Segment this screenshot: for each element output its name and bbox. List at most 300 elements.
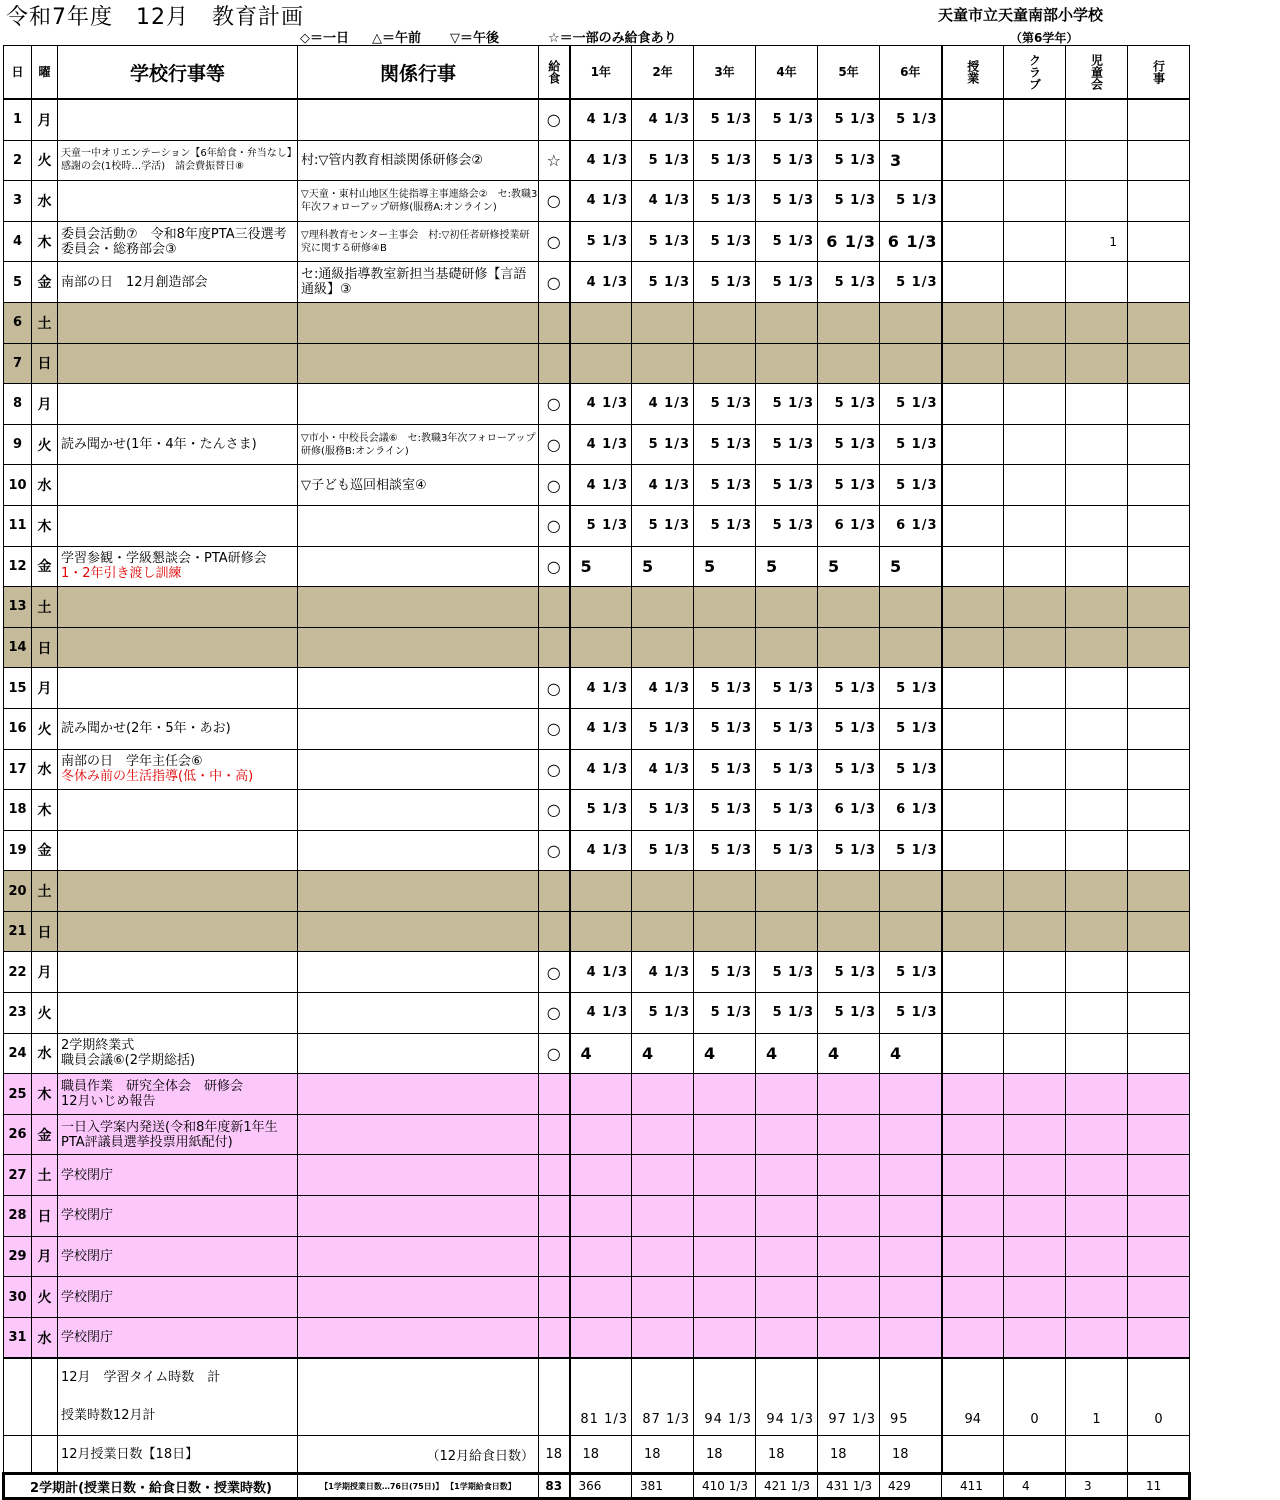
lunch-cell: ○ <box>539 221 570 262</box>
school-event-cell <box>58 668 298 709</box>
table-row <box>4 343 1190 384</box>
school-event-cell <box>58 384 298 425</box>
day-cell: 12 <box>4 546 32 587</box>
extra-cell <box>1004 627 1066 668</box>
grade-4-hours <box>756 302 818 343</box>
related-event-cell <box>298 343 539 384</box>
grade-6-hours: 5 1/3 <box>880 749 942 790</box>
school-event-cell <box>58 262 298 303</box>
extra-cell <box>942 99 1004 140</box>
extra-cell <box>1004 790 1066 831</box>
extra-cell <box>1004 343 1066 384</box>
related-event-cell <box>298 505 539 546</box>
col-grade-2: 2年 <box>632 46 694 100</box>
col-related-events: 関係行事 <box>298 46 539 100</box>
grade-2-hours: 4 1/3 <box>632 465 694 506</box>
lunch-cell <box>539 1196 570 1237</box>
grade-2-hours: 5 1/3 <box>632 830 694 871</box>
grade-3-hours: 5 1/3 <box>694 140 756 181</box>
grade-4-hours <box>756 1114 818 1155</box>
extra-cell <box>1128 140 1190 181</box>
grade-2-hours: 5 1/3 <box>632 708 694 749</box>
day-cell: 17 <box>4 749 32 790</box>
grade-5-hours <box>818 302 880 343</box>
grade-5-hours <box>818 1155 880 1196</box>
extra-cell <box>1066 99 1128 140</box>
grade-2-hours: 5 <box>632 546 694 587</box>
days-grade-3: 18 <box>694 1436 756 1474</box>
extra-cell <box>1128 1236 1190 1277</box>
grade-5-hours: 5 1/3 <box>818 668 880 709</box>
related-event-cell <box>298 302 539 343</box>
grade-3-hours <box>694 302 756 343</box>
extra-cell <box>942 546 1004 587</box>
table-row <box>4 546 1190 587</box>
extra-cell <box>1004 424 1066 465</box>
extra-cell <box>1004 221 1066 262</box>
grade-6-hours <box>880 343 942 384</box>
term-lunch-days: 83 <box>539 1474 570 1499</box>
school-event-text: 学校閉庁 <box>61 1330 114 1346</box>
legend-morning: △＝午前 <box>372 31 421 46</box>
related-event-cell <box>298 1277 539 1318</box>
grade-3-hours <box>694 871 756 912</box>
school-event-text: 南部の日 12月創造部会 <box>61 274 208 290</box>
grade-2-hours: 4 <box>632 1033 694 1074</box>
term-hours-grade-3: 410 1/3 <box>694 1474 756 1499</box>
grade-4-hours: 5 1/3 <box>756 262 818 303</box>
grade-3-hours <box>694 1074 756 1115</box>
day-cell: 21 <box>4 911 32 952</box>
extra-cell <box>1066 790 1128 831</box>
weekday-cell: 月 <box>32 668 58 709</box>
extra-cell <box>1004 302 1066 343</box>
table-row <box>4 181 1190 222</box>
related-event-cell <box>298 627 539 668</box>
weekday-cell: 日 <box>32 627 58 668</box>
school-event-cell <box>58 993 298 1034</box>
table-row <box>4 1277 1190 1318</box>
extra-cell <box>1066 181 1128 222</box>
related-event-cell <box>298 587 539 628</box>
grade-6-hours: 5 1/3 <box>880 993 942 1034</box>
grade-3-hours <box>694 1236 756 1277</box>
extra-cell <box>1066 302 1128 343</box>
grade-4-hours: 5 1/3 <box>756 465 818 506</box>
day-cell: 9 <box>4 424 32 465</box>
grade-2-hours <box>632 343 694 384</box>
grade-3-hours <box>694 911 756 952</box>
grade-6-hours: 5 1/3 <box>880 465 942 506</box>
grade-2-hours: 4 1/3 <box>632 668 694 709</box>
school-event-cell <box>58 1155 298 1196</box>
lunch-cell: ○ <box>539 546 570 587</box>
extra-cell <box>1128 1155 1190 1196</box>
grade-1-hours <box>570 1317 632 1358</box>
grade-6-hours <box>880 1196 942 1237</box>
grade-5-hours: 5 1/3 <box>818 424 880 465</box>
extra-cell <box>942 790 1004 831</box>
extra-cell <box>1004 505 1066 546</box>
school-name: 天童市立天童南部小学校 <box>938 6 1104 24</box>
weekday-cell: 火 <box>32 708 58 749</box>
grade-5-hours <box>818 343 880 384</box>
term-hours-grade-6: 429 <box>880 1474 942 1499</box>
school-event-note: 12月いじめ報告 <box>61 1094 156 1110</box>
weekday-cell: 木 <box>32 1074 58 1115</box>
grade-4-hours: 5 1/3 <box>756 424 818 465</box>
extra-cell <box>942 465 1004 506</box>
table-row <box>4 830 1190 871</box>
grade-6-hours <box>880 1317 942 1358</box>
school-event-cell <box>58 708 298 749</box>
grade-3-hours: 5 1/3 <box>694 424 756 465</box>
day-cell: 11 <box>4 505 32 546</box>
grade-5-hours <box>818 1277 880 1318</box>
grade-6-hours: 5 1/3 <box>880 262 942 303</box>
legend-afternoon: ▽＝午後 <box>450 31 499 46</box>
extra-cell <box>942 221 1004 262</box>
extra-cell <box>1128 790 1190 831</box>
grade-2-hours: 4 1/3 <box>632 384 694 425</box>
grade-4-hours <box>756 911 818 952</box>
grade-1-hours <box>570 1236 632 1277</box>
grade-6-hours: 5 1/3 <box>880 99 942 140</box>
table-row <box>4 262 1190 303</box>
lunch-cell: ○ <box>539 790 570 831</box>
day-cell: 8 <box>4 384 32 425</box>
col-grade-5: 5年 <box>818 46 880 100</box>
weekday-cell: 土 <box>32 1155 58 1196</box>
extra-cell <box>1004 465 1066 506</box>
table-row <box>4 505 1190 546</box>
month-extra-1: 0 <box>1004 1358 1066 1436</box>
extra-cell <box>942 343 1004 384</box>
weekday-cell: 木 <box>32 790 58 831</box>
grade-5-hours: 5 1/3 <box>818 952 880 993</box>
grade-1-hours <box>570 587 632 628</box>
grade-1-hours <box>570 1277 632 1318</box>
extra-cell <box>1066 952 1128 993</box>
weekday-cell: 木 <box>32 505 58 546</box>
day-cell: 19 <box>4 830 32 871</box>
grade-5-hours <box>818 871 880 912</box>
school-event-text: 読み聞かせ(2年・5年・あお) <box>61 721 231 737</box>
grade-6-hours: 3 <box>880 140 942 181</box>
extra-cell <box>1128 424 1190 465</box>
col-events: 行事 <box>1128 46 1190 100</box>
lunch-cell: ○ <box>539 465 570 506</box>
grade-1-hours: 4 1/3 <box>570 952 632 993</box>
grade-6-hours: 4 <box>880 1033 942 1074</box>
term-extra-0: 411 <box>942 1474 1004 1499</box>
lunch-cell <box>539 627 570 668</box>
extra-cell <box>1066 587 1128 628</box>
school-event-cell <box>58 587 298 628</box>
extra-cell <box>1128 262 1190 303</box>
lunch-days-value: 18 <box>539 1436 570 1474</box>
lunch-cell <box>539 1074 570 1115</box>
month-hours-grade-1: 81 1/3 <box>570 1358 632 1436</box>
grade-3-hours <box>694 343 756 384</box>
extra-cell <box>1128 221 1190 262</box>
grade-5-hours <box>818 1317 880 1358</box>
extra-cell <box>1066 1277 1128 1318</box>
lunch-cell: ○ <box>539 952 570 993</box>
extra-cell <box>1066 384 1128 425</box>
extra-cell <box>1128 343 1190 384</box>
grade-5-hours <box>818 1074 880 1115</box>
term-extra-1: 4 <box>1004 1474 1066 1499</box>
related-event-cell <box>298 1317 539 1358</box>
grade-3-hours <box>694 1196 756 1237</box>
extra-cell <box>1004 1236 1066 1277</box>
month-hours-grade-5: 97 1/3 <box>818 1358 880 1436</box>
school-event-cell <box>58 1317 298 1358</box>
grade-5-hours: 5 1/3 <box>818 181 880 222</box>
grade-4-hours <box>756 627 818 668</box>
extra-cell <box>1004 1317 1066 1358</box>
school-event-text: 学校閉庁 <box>61 1289 114 1305</box>
grade-1-hours: 4 1/3 <box>570 749 632 790</box>
summary-days-row <box>4 1436 1190 1474</box>
grade-4-hours: 5 1/3 <box>756 221 818 262</box>
related-event-text: 村:▽管内教育相談関係研修会② <box>301 152 484 168</box>
extra-cell <box>1066 911 1128 952</box>
col-lessons: 授業 <box>942 46 1004 100</box>
lunch-cell: ○ <box>539 505 570 546</box>
extra-cell <box>942 384 1004 425</box>
grade-6-hours <box>880 302 942 343</box>
extra-cell <box>942 1236 1004 1277</box>
table-row <box>4 384 1190 425</box>
grade-4-hours <box>756 587 818 628</box>
weekday-cell: 土 <box>32 587 58 628</box>
related-event-cell <box>298 952 539 993</box>
extra-cell <box>1066 708 1128 749</box>
extra-cell <box>1066 343 1128 384</box>
related-event-cell <box>298 1196 539 1237</box>
grade-1-hours: 5 1/3 <box>570 790 632 831</box>
lunch-cell <box>539 302 570 343</box>
grade-2-hours: 5 1/3 <box>632 140 694 181</box>
days-grade-6: 18 <box>880 1436 942 1474</box>
grade-5-hours: 5 1/3 <box>818 749 880 790</box>
grade-6-hours: 6 1/3 <box>880 505 942 546</box>
grade-3-hours: 5 <box>694 546 756 587</box>
related-event-cell <box>298 871 539 912</box>
lunch-cell: ○ <box>539 262 570 303</box>
days-grade-2: 18 <box>632 1436 694 1474</box>
lunch-cell: ○ <box>539 424 570 465</box>
month-extra-3: 0 <box>1128 1358 1190 1436</box>
grade-1-hours: 4 1/3 <box>570 384 632 425</box>
grade-1-hours: 4 1/3 <box>570 465 632 506</box>
related-event-cell <box>298 546 539 587</box>
grade-3-hours: 5 1/3 <box>694 830 756 871</box>
day-cell: 13 <box>4 587 32 628</box>
weekday-cell: 金 <box>32 546 58 587</box>
lunch-cell: ○ <box>539 99 570 140</box>
table-row <box>4 1196 1190 1237</box>
school-event-text: 2学期終業式 <box>61 1038 135 1054</box>
extra-cell <box>1004 1155 1066 1196</box>
col-grade-4: 4年 <box>756 46 818 100</box>
extra-cell <box>1128 952 1190 993</box>
table-row <box>4 749 1190 790</box>
table-row <box>4 1317 1190 1358</box>
grade-5-hours: 5 1/3 <box>818 465 880 506</box>
grade-2-hours: 4 1/3 <box>632 181 694 222</box>
days-grade-4: 18 <box>756 1436 818 1474</box>
lunch-cell <box>539 587 570 628</box>
grade-5-hours: 5 1/3 <box>818 99 880 140</box>
month-hours-grade-2: 87 1/3 <box>632 1358 694 1436</box>
grade-4-hours <box>756 871 818 912</box>
grade-6-hours: 5 1/3 <box>880 952 942 993</box>
school-event-cell <box>58 343 298 384</box>
grade-1-hours: 4 1/3 <box>570 181 632 222</box>
table-row <box>4 424 1190 465</box>
school-event-cell <box>58 1033 298 1074</box>
grade-4-hours: 4 <box>756 1033 818 1074</box>
grade-5-hours: 6 1/3 <box>818 221 880 262</box>
col-grade-1: 1年 <box>570 46 632 100</box>
lunch-cell: ○ <box>539 1033 570 1074</box>
extra-cell <box>1128 99 1190 140</box>
grade-4-hours: 5 1/3 <box>756 181 818 222</box>
lunch-cell: ○ <box>539 181 570 222</box>
grade-3-hours: 5 1/3 <box>694 262 756 303</box>
school-event-note: 職員会議⑥(2学期総括) <box>61 1053 196 1069</box>
extra-cell <box>1004 1196 1066 1237</box>
weekday-cell: 火 <box>32 993 58 1034</box>
grade-4-hours: 5 1/3 <box>756 668 818 709</box>
day-cell: 24 <box>4 1033 32 1074</box>
day-cell: 22 <box>4 952 32 993</box>
extra-cell <box>1066 262 1128 303</box>
school-event-cell <box>58 952 298 993</box>
related-event-cell <box>298 911 539 952</box>
extra-cell <box>1004 181 1066 222</box>
col-lunch: 給食 <box>539 46 570 100</box>
extra-cell <box>1128 1074 1190 1115</box>
day-cell: 3 <box>4 181 32 222</box>
hours-label: 授業時数12月計 <box>61 1408 156 1424</box>
lunch-cell: ○ <box>539 708 570 749</box>
grade-5-hours: 5 <box>818 546 880 587</box>
grade-6-hours: 6 1/3 <box>880 221 942 262</box>
month-hours-grade-6: 95 <box>880 1358 942 1436</box>
extra-cell <box>1004 1074 1066 1115</box>
school-event-cell <box>58 302 298 343</box>
extra-cell <box>1128 1114 1190 1155</box>
related-event-text: ▽理科教育センター主事会 村:▽初任者研修授業研究に関する研修④B <box>301 229 530 254</box>
grade-3-hours: 5 1/3 <box>694 465 756 506</box>
related-event-cell <box>298 181 539 222</box>
study-time-label: 12月 学習タイム時数 計 <box>61 1370 221 1386</box>
extra-cell <box>1004 99 1066 140</box>
legend-all-day: ◇＝一日 <box>300 31 349 46</box>
extra-cell <box>1128 465 1190 506</box>
weekday-cell: 金 <box>32 1114 58 1155</box>
school-event-cell <box>58 221 298 262</box>
table-row <box>4 587 1190 628</box>
school-event-text: 南部の日 学年主任会⑥ <box>61 754 203 770</box>
extra-cell <box>942 668 1004 709</box>
grade-3-hours: 5 1/3 <box>694 749 756 790</box>
extra-cell <box>942 140 1004 181</box>
days-grade-5: 18 <box>818 1436 880 1474</box>
extra-cell <box>1066 668 1128 709</box>
lunch-cell <box>539 871 570 912</box>
days-grade-1: 18 <box>570 1436 632 1474</box>
month-extra-2: 1 <box>1066 1358 1128 1436</box>
term-total-note: 【1学期授業日数…76日(75日)】 【1学期給食日数】 <box>298 1474 539 1499</box>
grade-1-hours: 4 1/3 <box>570 99 632 140</box>
table-row <box>4 993 1190 1034</box>
grade-2-hours: 5 1/3 <box>632 221 694 262</box>
grade-2-hours <box>632 871 694 912</box>
school-event-text: 天童一中オリエンテーション【6年給食・弁当なし】感謝の会(1校時…学活) 請会費振替日⑧ <box>61 148 297 173</box>
summary-labels <box>58 1358 298 1436</box>
grade-1-hours: 4 1/3 <box>570 262 632 303</box>
related-event-cell <box>298 1114 539 1155</box>
grade-4-hours: 5 1/3 <box>756 790 818 831</box>
table-row <box>4 1033 1190 1074</box>
header-row <box>4 46 1190 100</box>
related-event-cell <box>298 830 539 871</box>
grade-1-hours <box>570 1196 632 1237</box>
school-event-cell <box>58 830 298 871</box>
grade-3-hours: 5 1/3 <box>694 708 756 749</box>
extra-cell <box>1128 668 1190 709</box>
grade-2-hours: 5 1/3 <box>632 790 694 831</box>
grade-3-hours: 5 1/3 <box>694 99 756 140</box>
weekday-cell: 金 <box>32 262 58 303</box>
table-row <box>4 708 1190 749</box>
grade-3-hours: 5 1/3 <box>694 181 756 222</box>
grade-4-hours <box>756 343 818 384</box>
day-cell: 26 <box>4 1114 32 1155</box>
grade-1-hours <box>570 627 632 668</box>
term-hours-grade-2: 381 <box>632 1474 694 1499</box>
weekday-cell: 水 <box>32 1033 58 1074</box>
related-event-text: ▽子ども巡回相談室④ <box>301 477 427 493</box>
table-row <box>4 952 1190 993</box>
month-hours-grade-3: 94 1/3 <box>694 1358 756 1436</box>
grade-1-hours: 4 <box>570 1033 632 1074</box>
school-event-text: 読み聞かせ(1年・4年・たんさま) <box>61 437 257 453</box>
term-total-label: 2学期計(授業日数・給食日数・授業時数) <box>4 1474 298 1499</box>
extra-cell <box>1128 1317 1190 1358</box>
day-cell: 18 <box>4 790 32 831</box>
extra-cell <box>1066 1317 1128 1358</box>
related-event-cell <box>298 140 539 181</box>
grade-1-hours: 5 <box>570 546 632 587</box>
grade-6-hours <box>880 587 942 628</box>
extra-cell <box>1128 1033 1190 1074</box>
extra-cell <box>1004 952 1066 993</box>
lunch-cell <box>539 1155 570 1196</box>
extra-cell <box>942 1033 1004 1074</box>
school-event-text: 一日入学案内発送(令和8年度新1年生PTA評議員選挙投票用紙配付) <box>61 1119 278 1150</box>
grade-6-hours: 5 1/3 <box>880 424 942 465</box>
grade-4-hours <box>756 1196 818 1237</box>
grade-5-hours: 4 <box>818 1033 880 1074</box>
grade-6-hours <box>880 1114 942 1155</box>
extra-cell <box>1004 587 1066 628</box>
